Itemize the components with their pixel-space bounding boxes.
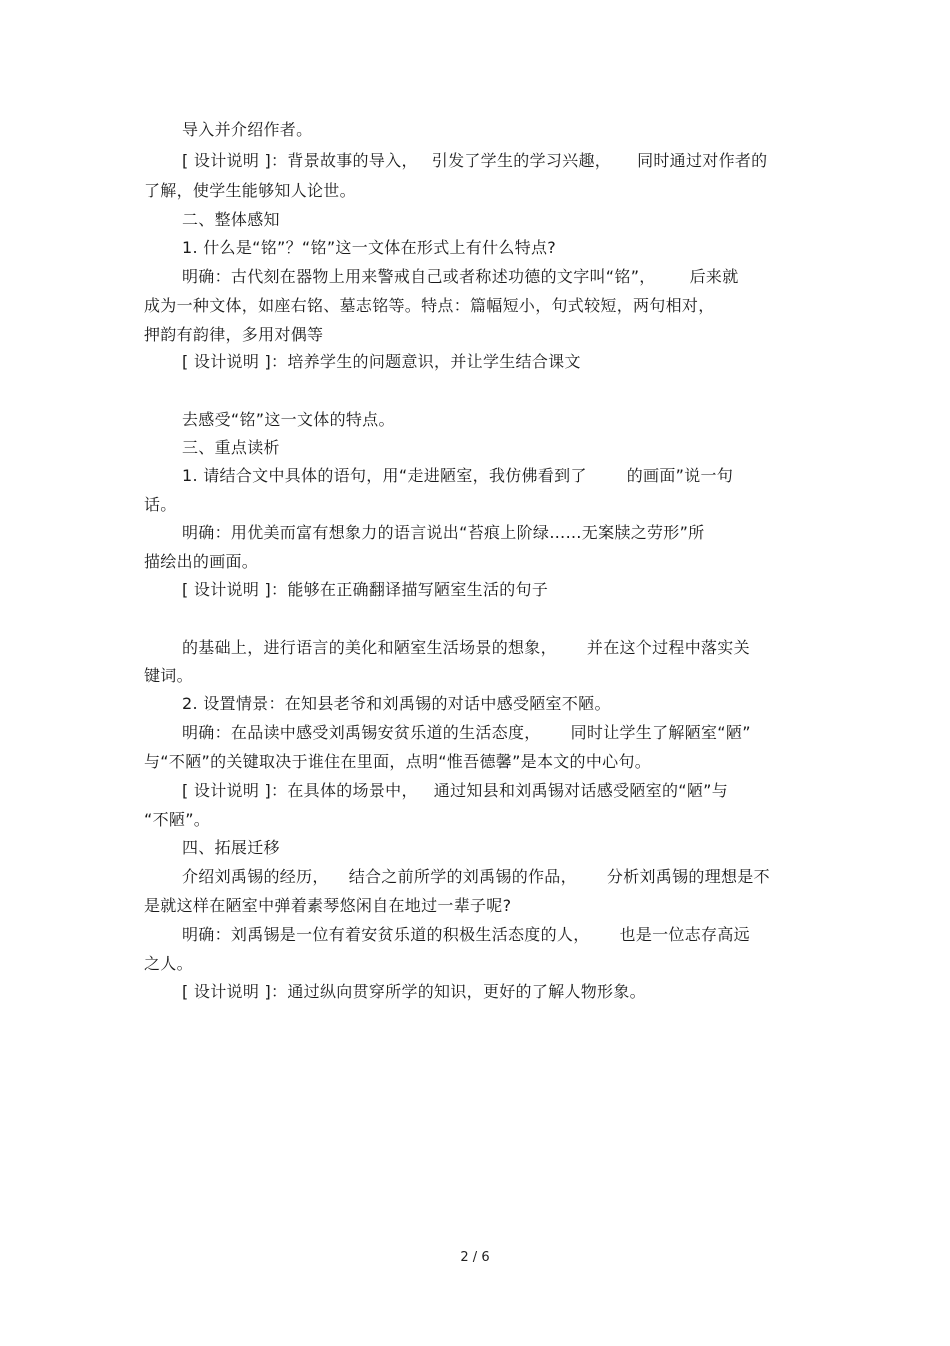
text-line: 是就这样在陋室中弹着素琴悠闲自在地过一辈子呢? xyxy=(144,896,512,915)
text-line: 去感受“铭”这一文体的特点。 xyxy=(182,410,395,429)
text-line: [ 设计说明 ]：在具体的场景中， 通过知县和刘禹锡对话感受陋室的“陋”与 xyxy=(182,781,729,800)
section-heading: 二、整体感知 xyxy=(182,210,280,229)
text-line: 了解，使学生能够知人论世。 xyxy=(144,181,356,200)
text-line: 成为一种文体，如座右铭、墓志铭等。特点：篇幅短小，句式较短，两句相对， xyxy=(144,296,715,315)
text-line: “不陋”。 xyxy=(144,810,211,829)
page-number: 2 / 6 xyxy=(460,1250,490,1265)
text-line: 键词。 xyxy=(144,666,193,685)
text-line: 押韵有韵律，多用对偶等 xyxy=(144,325,324,344)
text-line: 2. 设置情景：在知县老爷和刘禹锡的对话中感受陋室不陋。 xyxy=(182,694,611,713)
text-line: 导入并介绍作者。 xyxy=(182,120,313,139)
text-line: 明确：刘禹锡是一位有着安贫乐道的积极生活态度的人， 也是一位志存高远 xyxy=(182,925,750,944)
text-line: 明确：古代刻在器物上用来警戒自己或者称述功德的文字叫“铭”， 后来就 xyxy=(182,267,739,286)
text-line: 1. 请结合文中具体的语句，用“走进陋室，我仿佛看到了 的画面”说一句 xyxy=(182,466,734,485)
section-heading: 三、重点读析 xyxy=(182,438,280,457)
text-line: 之人。 xyxy=(144,954,193,973)
text-line: [ 设计说明 ]：能够在正确翻译描写陋室生活的句子 xyxy=(182,580,549,599)
text-line: 描绘出的画面。 xyxy=(144,552,259,571)
text-line: [ 设计说明 ]：培养学生的问题意识，并让学生结合课文 xyxy=(182,352,581,371)
text-line: 1. 什么是“铭”？“铭”这一文体在形式上有什么特点? xyxy=(182,238,557,257)
text-line: 介绍刘禹锡的经历， 结合之前所学的刘禹锡的作品， 分析刘禹锡的理想是不 xyxy=(182,867,770,886)
text-line: 的基础上，进行语言的美化和陋室生活场景的想象， 并在这个过程中落实关 xyxy=(182,638,750,657)
text-line: [ 设计说明 ]：背景故事的导入， 引发了学生的学习兴趣， 同时通过对作者的 xyxy=(182,151,768,170)
text-line: [ 设计说明 ]：通过纵向贯穿所学的知识，更好的了解人物形象。 xyxy=(182,982,646,1001)
text-line: 与“不陋”的关键取决于谁住在里面，点明“惟吾德馨”是本文的中心句。 xyxy=(144,752,652,771)
section-heading: 四、拓展迁移 xyxy=(182,838,280,857)
text-line: 话。 xyxy=(144,495,177,514)
text-line: 明确：在品读中感受刘禹锡安贫乐道的生活态度， 同时让学生了解陋室“陋” xyxy=(182,723,751,742)
text-line: 明确：用优美而富有想象力的语言说出“苔痕上阶绿……无案牍之劳形”所 xyxy=(182,523,705,542)
